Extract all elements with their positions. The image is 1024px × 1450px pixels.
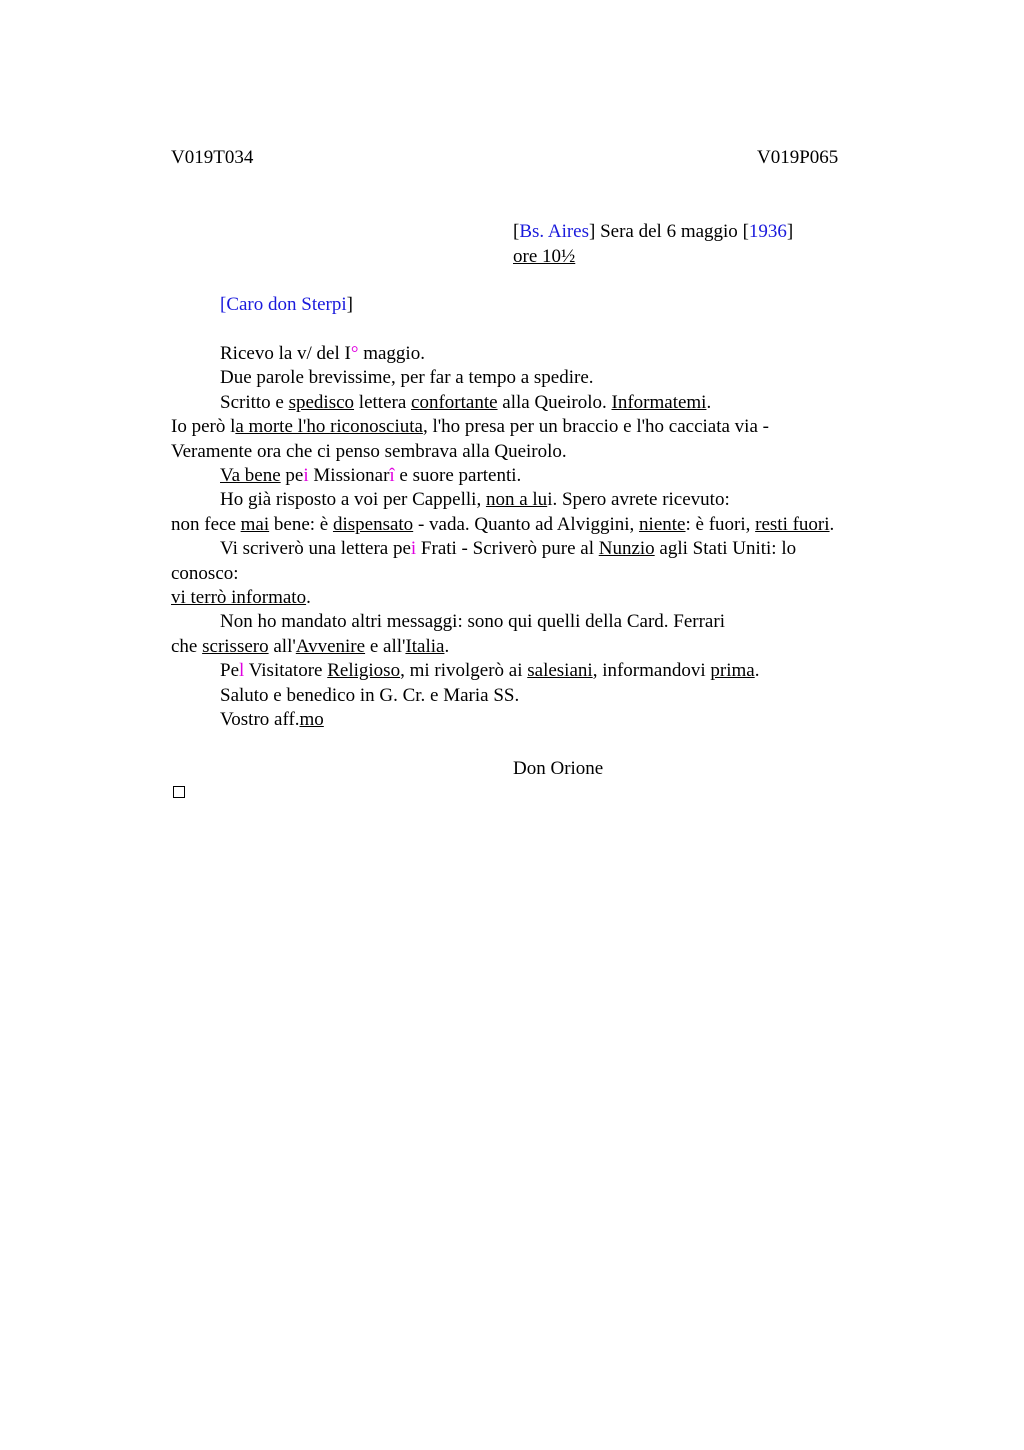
salutation-text: Caro don Sterpi: [226, 294, 347, 315]
letter-line: [220, 684, 519, 708]
line-text: Pe: [220, 660, 239, 681]
dateline-place: Bs. Aires: [519, 221, 590, 242]
line-text: .: [706, 392, 712, 413]
end-marker-square: [173, 786, 185, 798]
line-text: maggio.: [358, 343, 425, 364]
salutation: [220, 293, 353, 317]
line-text: i. Spero avrete ricevuto:: [547, 489, 730, 510]
line-text: Veramente ora che ci penso sembrava alla Queirolo.: [171, 441, 567, 462]
underlined-text: dispensato: [332, 514, 414, 535]
line-text: , mi rivolgerò ai: [400, 660, 528, 681]
underlined-text: niente: [639, 514, 686, 535]
corrected-letter: l: [239, 660, 245, 681]
letter-line: [220, 708, 324, 732]
dateline-year-open: [: [742, 221, 749, 242]
line-text: : è fuori,: [685, 514, 756, 535]
underlined-text: Avvenire: [295, 636, 366, 657]
line-text: Frati - Scriverò pure al: [416, 538, 599, 559]
letter-line: [220, 537, 796, 561]
letter-line: [220, 391, 711, 415]
underlined-text: vi terrò informato: [171, 587, 307, 608]
line-text: lettera: [354, 392, 412, 413]
line-text: conosco:: [171, 563, 239, 584]
underlined-text: Va bene: [220, 465, 281, 486]
letter-line: [171, 440, 567, 464]
underlined-text: resti fuori: [755, 514, 830, 535]
corrected-letter: °: [350, 343, 359, 364]
underlined-text: Religioso: [327, 660, 401, 681]
line-text: Io però l: [171, 416, 236, 437]
line-text: bene: è: [269, 514, 333, 535]
letter-line: [171, 562, 239, 586]
line-text: , informandovi: [592, 660, 711, 681]
line-text: Vostro aff.: [220, 709, 300, 730]
line-text: Ho già risposto a voi per Cappelli,: [220, 489, 486, 510]
dateline: [513, 220, 793, 244]
dateline-bracket-close: ]: [589, 221, 596, 242]
underlined-text: salesiani: [527, 660, 593, 681]
line-text: Due parole brevissime, per far a tempo a spedire.: [220, 367, 594, 388]
document-code-right: V019P065: [757, 147, 839, 168]
document-code-left: V019T034: [171, 147, 254, 168]
underlined-text: mai: [240, 514, 270, 535]
letter-line: [171, 635, 449, 659]
underlined-text: scrissero: [202, 636, 269, 657]
line-text: e all': [365, 636, 406, 657]
dateline-year-close: ]: [786, 221, 794, 242]
line-text: Missionar: [308, 465, 390, 486]
line-text: .: [754, 660, 760, 681]
underlined-text: a morte l'ho riconosciuta: [235, 416, 423, 437]
line-text: Non ho mandato altri messaggi: sono qui quelli della Card. Ferrari: [220, 611, 725, 632]
letter-line: [220, 488, 730, 512]
dateline-time: ore 10½: [513, 246, 576, 267]
line-text: .: [306, 587, 311, 608]
letter-line: [171, 586, 311, 610]
salutation-open: [: [220, 294, 227, 315]
dateline-bracket-open: [: [513, 221, 520, 242]
line-text: Vi scriverò una lettera pe: [220, 538, 411, 559]
corrected-letter: î: [389, 465, 395, 486]
line-text: e suore partenti.: [394, 465, 522, 486]
line-text: non fece: [171, 514, 241, 535]
letter-line: [220, 659, 759, 683]
underlined-text: Nunzio: [598, 538, 655, 559]
underlined-text: non a lu: [485, 489, 548, 510]
letter-line: [220, 464, 521, 488]
line-text: .: [829, 514, 835, 535]
letter-line: [220, 610, 725, 634]
line-text: agli Stati Uniti: lo: [654, 538, 797, 559]
dateline-date: Sera del 6 maggio: [595, 221, 743, 242]
corrected-letter: i: [303, 465, 309, 486]
line-text: , l'ho presa per un braccio e l'ho cacciata via -: [422, 416, 769, 437]
salutation-close: ]: [346, 294, 353, 315]
line-text: Visitatore: [244, 660, 328, 681]
line-text: Scritto e: [220, 392, 289, 413]
underlined-text: spedisco: [288, 392, 355, 413]
letter-line: [220, 342, 425, 366]
corrected-letter: i: [410, 538, 417, 559]
underlined-text: confortante: [411, 392, 498, 413]
line-text: - vada. Quanto ad Alviggini,: [413, 514, 640, 535]
dateline-year: 1936: [748, 221, 787, 242]
underlined-text: Italia: [405, 636, 445, 657]
line-text: pe: [280, 465, 304, 486]
letter-line: [171, 415, 769, 439]
signature: Don Orione: [513, 758, 604, 779]
letter-line: [171, 513, 834, 537]
line-text: Saluto e benedico in G. Cr. e Maria SS.: [220, 685, 520, 706]
underlined-text: Informatemi: [611, 392, 707, 413]
line-text: .: [444, 636, 450, 657]
letter-line: [220, 366, 594, 390]
line-text: Ricevo la v/ del I: [220, 343, 351, 364]
underlined-text: prima: [710, 660, 755, 681]
underlined-text: mo: [299, 709, 324, 730]
line-text: alla Queirolo.: [497, 392, 612, 413]
line-text: che: [171, 636, 203, 657]
line-text: all': [268, 636, 296, 657]
